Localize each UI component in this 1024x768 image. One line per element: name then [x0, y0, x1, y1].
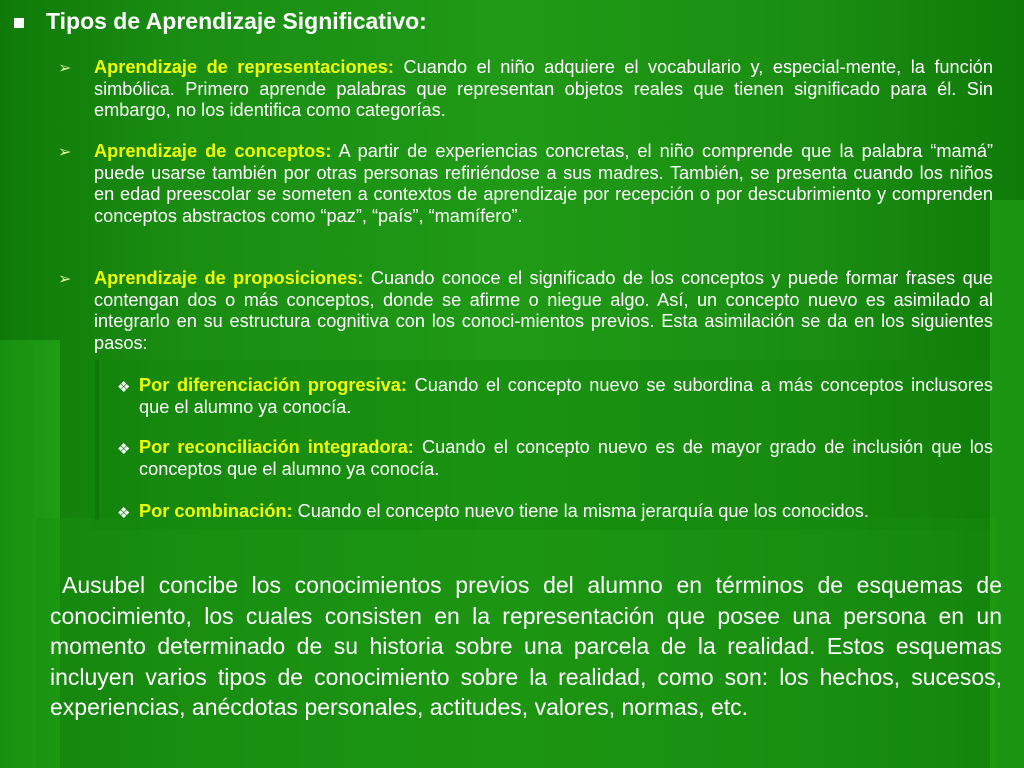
sub-item-reconciliacion — [117, 437, 993, 480]
sub-item-text — [139, 437, 993, 480]
item-heading: Aprendizaje de proposiciones: — [94, 268, 364, 288]
arrow-bullet-icon: ➢ — [58, 144, 72, 161]
item-text — [94, 57, 993, 122]
sub-item-combinacion — [117, 501, 993, 525]
sub-item-text — [139, 375, 993, 418]
list-item-conceptos — [58, 141, 993, 227]
square-bullet-icon — [14, 18, 24, 28]
item-heading: Aprendizaje de representaciones: — [94, 57, 394, 77]
sub-item-diferenciacion — [117, 375, 993, 418]
sub-item-body: Cuando el concepto nuevo es de mayor grado de inclusión que los conceptos que el alumno ya conocía. — [139, 437, 994, 479]
arrow-bullet-icon: ➢ — [58, 60, 72, 77]
list-item-proposiciones — [58, 268, 993, 354]
item-text — [94, 141, 993, 227]
sub-item-heading: Por combinación: — [139, 501, 293, 521]
item-body: A partir de experiencias concretas, el niño comprende que la palabra “mamá” puede usarse también por otras personas refiriéndose a sus madres. También, se presenta cuando los niños en edad preescolar se someten a contextos de aprendizaje por recepción o por descubrimiento y comprenden conceptos abstractos como “paz”, “país”, “mamífero”. — [94, 141, 993, 226]
sub-item-heading: Por diferenciación progresiva: — [139, 375, 407, 395]
list-item-representaciones — [58, 57, 993, 122]
item-heading: Aprendizaje de conceptos: — [94, 141, 332, 161]
arrow-bullet-icon: ➢ — [58, 271, 72, 288]
title-row — [14, 8, 427, 35]
diamond-bullet-icon: ❖ — [117, 379, 131, 396]
item-text — [94, 268, 993, 354]
ausubel-paragraph: Ausubel concibe los conocimientos previos del alumno en términos de esquemas de conocimiento, los cuales consisten en la representación que posee una persona en un momento determinado de su historia sobre una parcela de la realidad. Estos esquemas incluyen varios tipos de conocimiento sobre la realidad, como son: los hechos, sucesos, experiencias, anécdotas personales, actitudes, valores, normas, etc. — [50, 572, 1002, 720]
slide-title: Tipos de Aprendizaje Significativo: — [46, 8, 427, 34]
item-body: Cuando el niño adquiere el vocabulario y, especial-mente, la función simbólica. Primero aprende palabras que representan objetos reales que tienen significado para él. Sin embargo, no los identifica como categorías. — [94, 57, 993, 120]
sub-item-body: Cuando el concepto nuevo se subordina a más conceptos inclusores que el alumno ya conocía. — [139, 375, 993, 417]
diamond-bullet-icon: ❖ — [117, 505, 131, 522]
sub-item-text — [139, 501, 993, 525]
sub-item-body: Cuando el concepto nuevo tiene la misma jerarquía que los conocidos. — [292, 501, 869, 521]
sub-item-heading: Por reconciliación integradora: — [139, 437, 414, 457]
item-body: Cuando conoce el significado de los conceptos y puede formar frases que contengan dos o más conceptos, donde se afirme o niegue algo. Así, un concepto nuevo es asimilado al integrarlo en su estructura cognitiva con los conoci-mientos previos. Esta asimilación se da en los siguientes pasos: — [94, 268, 993, 353]
diamond-bullet-icon: ❖ — [117, 441, 131, 458]
